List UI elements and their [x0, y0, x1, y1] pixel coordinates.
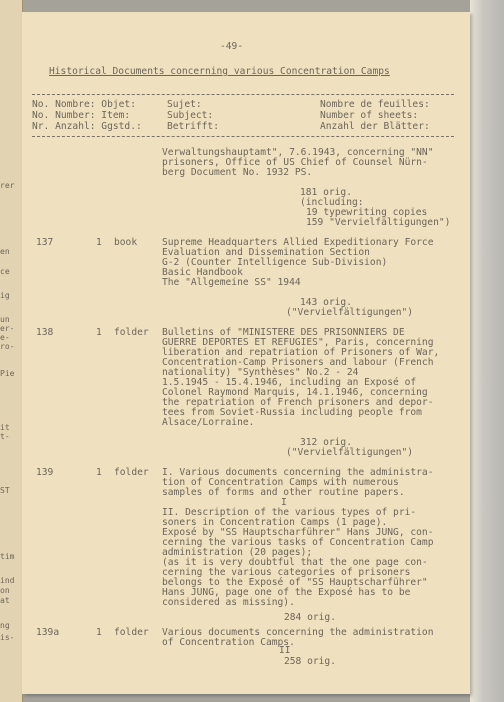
line: belongs to the Exposé of "SS Hauptscharführer" [162, 577, 428, 588]
line: 1.5.1945 - 15.4.1946, including an Exposé of [162, 377, 417, 388]
sheets: 181 orig. [300, 187, 352, 198]
header-mid-2: Subject: [167, 110, 214, 121]
background-edge [470, 0, 504, 702]
sheets: 312 orig. [300, 437, 352, 448]
section-marker: II [279, 645, 291, 656]
line: Bulletins of "MINISTERE DES PRISONNIERS DE [162, 327, 405, 338]
page-title: Historical Documents concerning various Concentration Camps [49, 66, 390, 77]
line: II. Description of the various types of pri- [162, 507, 417, 518]
entry-no: 139a [36, 627, 60, 638]
line: cerning the various categories of prisoners [162, 567, 411, 578]
fragment: at [0, 596, 10, 605]
line: Basic Handbook [162, 267, 243, 278]
fragment: en [0, 247, 10, 256]
sheets: 143 orig. [300, 297, 352, 308]
entry-number: 1 [96, 627, 102, 638]
fragment: ST [0, 486, 10, 495]
entry-no: 138 [36, 327, 54, 338]
line: The "Allgemeine SS" 1944 [162, 277, 301, 288]
sheets: 284 orig. [284, 612, 336, 623]
sheets: 159 "Vervielfältigungen") [306, 217, 451, 228]
line: of Concentration Camps. [162, 637, 295, 648]
entry-number: 1 [96, 327, 102, 338]
section-marker: I [281, 497, 287, 508]
fragment: ro- [0, 342, 15, 351]
line: berg Document No. 1932 PS. [162, 167, 313, 178]
line: Exposé by "SS Hauptscharführer" Hans JUNG, con- [162, 527, 434, 538]
line: samples of forms and other routine papers. [162, 487, 405, 498]
line: cerning the various tasks of Concentration Camp [162, 537, 434, 548]
fragment: ind [0, 576, 15, 585]
fragment: t- [0, 432, 10, 441]
page-number: -49- [220, 41, 244, 52]
entry-number: 1 [96, 237, 102, 248]
line: considered as missing). [162, 597, 295, 608]
line: Colonel Raymond Marquis, 14.1.1946, concerning [162, 387, 428, 398]
entry-no: 137 [36, 237, 54, 248]
line: tion of Concentration Camps with numerous [162, 477, 399, 488]
line: Hans JUNG, page one of the Exposé has to be [162, 587, 411, 598]
document-page [22, 12, 470, 694]
line: administration (20 pages); [162, 547, 313, 558]
fragment: it [0, 423, 10, 432]
line: Verwaltungshauptamt", 7.6.1943, concerning "NN" [162, 147, 434, 158]
entry-item: folder [114, 327, 149, 338]
header-top-rule [32, 94, 454, 95]
entry-item: folder [114, 467, 149, 478]
line: prisoners, Office of US Chief of Counsel Nürn- [162, 157, 428, 168]
line: soners in Concentration Camps (1 page). [162, 517, 388, 528]
entry-number: 1 [96, 467, 102, 478]
line: Various documents concerning the administration [162, 627, 434, 638]
header-left-3: Nr. Anzahl: Ggstd.: [32, 121, 142, 132]
line: Alsace/Lorraine. [162, 417, 255, 428]
line: Evaluation and Dissemination Section [162, 247, 370, 258]
fragment: on [0, 586, 10, 595]
fragment: ng [0, 621, 10, 630]
fragment: un [0, 315, 10, 324]
line: Supreme Headquarters Allied Expeditionary Force [162, 237, 434, 248]
header-right-1: Nombre de feuilles: [320, 99, 430, 110]
fragment: is- [0, 633, 15, 642]
line: Concentration-Camp Prisoners and labour (French [162, 357, 434, 368]
line: GUERRE DEPORTES ET REFUGIES", Paris, concerning [162, 337, 434, 348]
header-mid-3: Betrifft: [167, 121, 219, 132]
sheets: 258 orig. [284, 656, 336, 667]
sheets: ("Vervielfältigungen") [286, 447, 414, 458]
fragment: rer [0, 181, 15, 190]
line: the repatriation of French prisoners and depor- [162, 397, 434, 408]
header-bottom-rule [32, 136, 454, 137]
fragment: tim [0, 552, 15, 561]
fragment: e- [0, 333, 10, 342]
header-right-2: Number of sheets: [320, 110, 419, 121]
line: liberation and repatriation of Prisoners of War, [162, 347, 440, 358]
entry-item: book [114, 237, 138, 248]
entry-item: folder [114, 627, 149, 638]
header-right-3: Anzahl der Blätter: [320, 121, 430, 132]
line: (as it is very doubtful that the one page con- [162, 557, 428, 568]
sheets: (including: [300, 197, 364, 208]
previous-page-edge [0, 0, 23, 702]
line: nationality) "Synthèses" No.2 - 24 [162, 367, 359, 378]
fragment: ig [0, 291, 10, 300]
fragment: ce [0, 267, 10, 276]
line: tees from Soviet-Russia including people from [162, 407, 422, 418]
line: I. Various documents concerning the administra- [162, 467, 434, 478]
fragment: Pie [0, 369, 15, 378]
header-left-1: No. Nombre: Objet: [32, 99, 136, 110]
entry-no: 139 [36, 467, 54, 478]
fragment: er- [0, 324, 15, 333]
sheets: ("Vervielfältigungen") [286, 307, 414, 318]
sheets: 19 typewriting copies [306, 207, 428, 218]
line: G-2 (Counter Intelligence Sub-Division) [162, 257, 388, 268]
header-mid-1: Sujet: [167, 99, 202, 110]
header-left-2: No. Number: Item: [32, 110, 131, 121]
